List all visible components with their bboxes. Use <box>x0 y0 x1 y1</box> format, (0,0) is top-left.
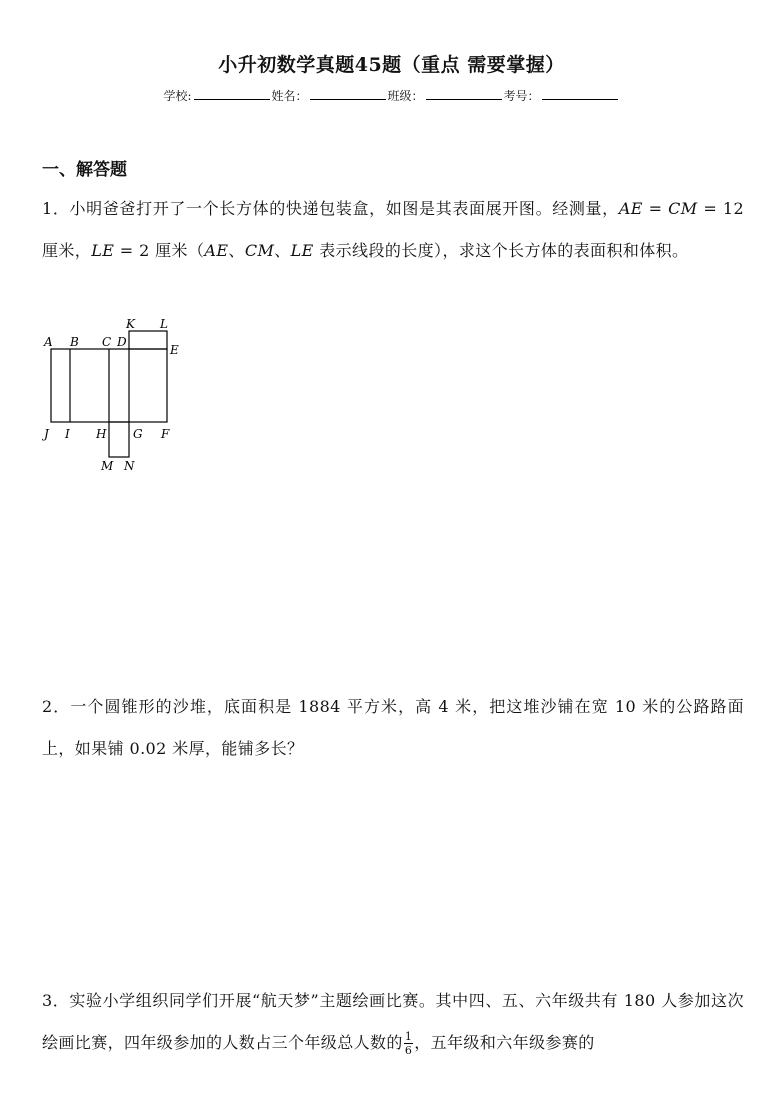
vertex-label: J <box>44 427 49 441</box>
question-text: ，五年级和六年级参赛的 <box>414 1033 595 1052</box>
net-top-face <box>129 331 167 349</box>
math-term: CM <box>668 199 698 218</box>
student-info-line <box>0 87 783 104</box>
exam-no-label: 考号： <box>503 89 540 103</box>
math-op: = 2 <box>114 241 150 260</box>
vertex-label: A <box>44 335 53 349</box>
fraction-denominator: 6 <box>404 1044 413 1057</box>
separator: 、 <box>274 241 291 260</box>
question-text: 实验小学组织同学们开展“航天梦”主题绘画比赛。其中四、五、六年级共有 180 人参加这次绘画比赛，四年级参加的人数占三个年级总人数的 <box>42 991 745 1052</box>
question-number: 3． <box>42 991 70 1010</box>
math-term: LE <box>91 241 115 260</box>
page-title: 小升初数学真题45题（重点 需要掌握） <box>218 54 565 76</box>
question-number: 1． <box>42 199 70 218</box>
vertex-label: L <box>160 317 168 331</box>
section-title: 一、解答题 <box>42 160 127 180</box>
class-blank <box>426 87 502 100</box>
question-text: 表示线段的长度），求这个长方体的表面积和体积。 <box>313 241 689 260</box>
exam-no-blank <box>542 87 618 100</box>
vertex-label: N <box>124 459 135 473</box>
separator: 、 <box>228 241 245 260</box>
fraction-numerator: 1 <box>404 1030 413 1043</box>
vertex-label: B <box>70 335 79 349</box>
question-text: 小明爸爸打开了一个长方体的快递包装盒，如图是其表面展开图。经测量， <box>69 199 619 218</box>
vertex-label: D <box>117 335 127 349</box>
name-label: 姓名： <box>271 89 308 103</box>
vertex-label: K <box>126 317 135 331</box>
question-text: 厘米（ <box>149 241 205 260</box>
school-label: 学校: <box>163 89 192 103</box>
math-term: AE <box>618 199 643 218</box>
vertex-label: H <box>96 427 107 441</box>
question-text: 一个圆锥形的沙堆，底面积是 1884 平方米，高 4 米，把这堆沙铺在宽 10 米的公路路面上，如果铺 0.02 米厚，能铺多长？ <box>42 697 744 758</box>
math-op: = 12 <box>697 199 745 218</box>
net-bottom-face <box>109 422 129 457</box>
class-label: 班级： <box>387 89 424 103</box>
math-term: AE <box>204 241 229 260</box>
fraction <box>404 1030 413 1057</box>
question-2 <box>42 686 744 770</box>
vertex-label: F <box>161 427 170 441</box>
vertex-label: G <box>133 427 143 441</box>
vertex-label: C <box>102 335 112 349</box>
name-blank <box>310 87 386 100</box>
question-1 <box>42 188 744 272</box>
vertex-label: M <box>101 459 114 473</box>
vertex-label: E <box>170 343 179 357</box>
math-term: LE <box>290 241 314 260</box>
box-net-figure <box>38 312 198 477</box>
question-3 <box>42 980 744 1064</box>
math-term: CM <box>244 241 275 260</box>
math-op: = <box>642 199 669 218</box>
question-number: 2． <box>42 697 71 716</box>
question-text: 厘米， <box>42 241 92 260</box>
vertex-label: I <box>65 427 70 441</box>
school-blank <box>194 87 270 100</box>
